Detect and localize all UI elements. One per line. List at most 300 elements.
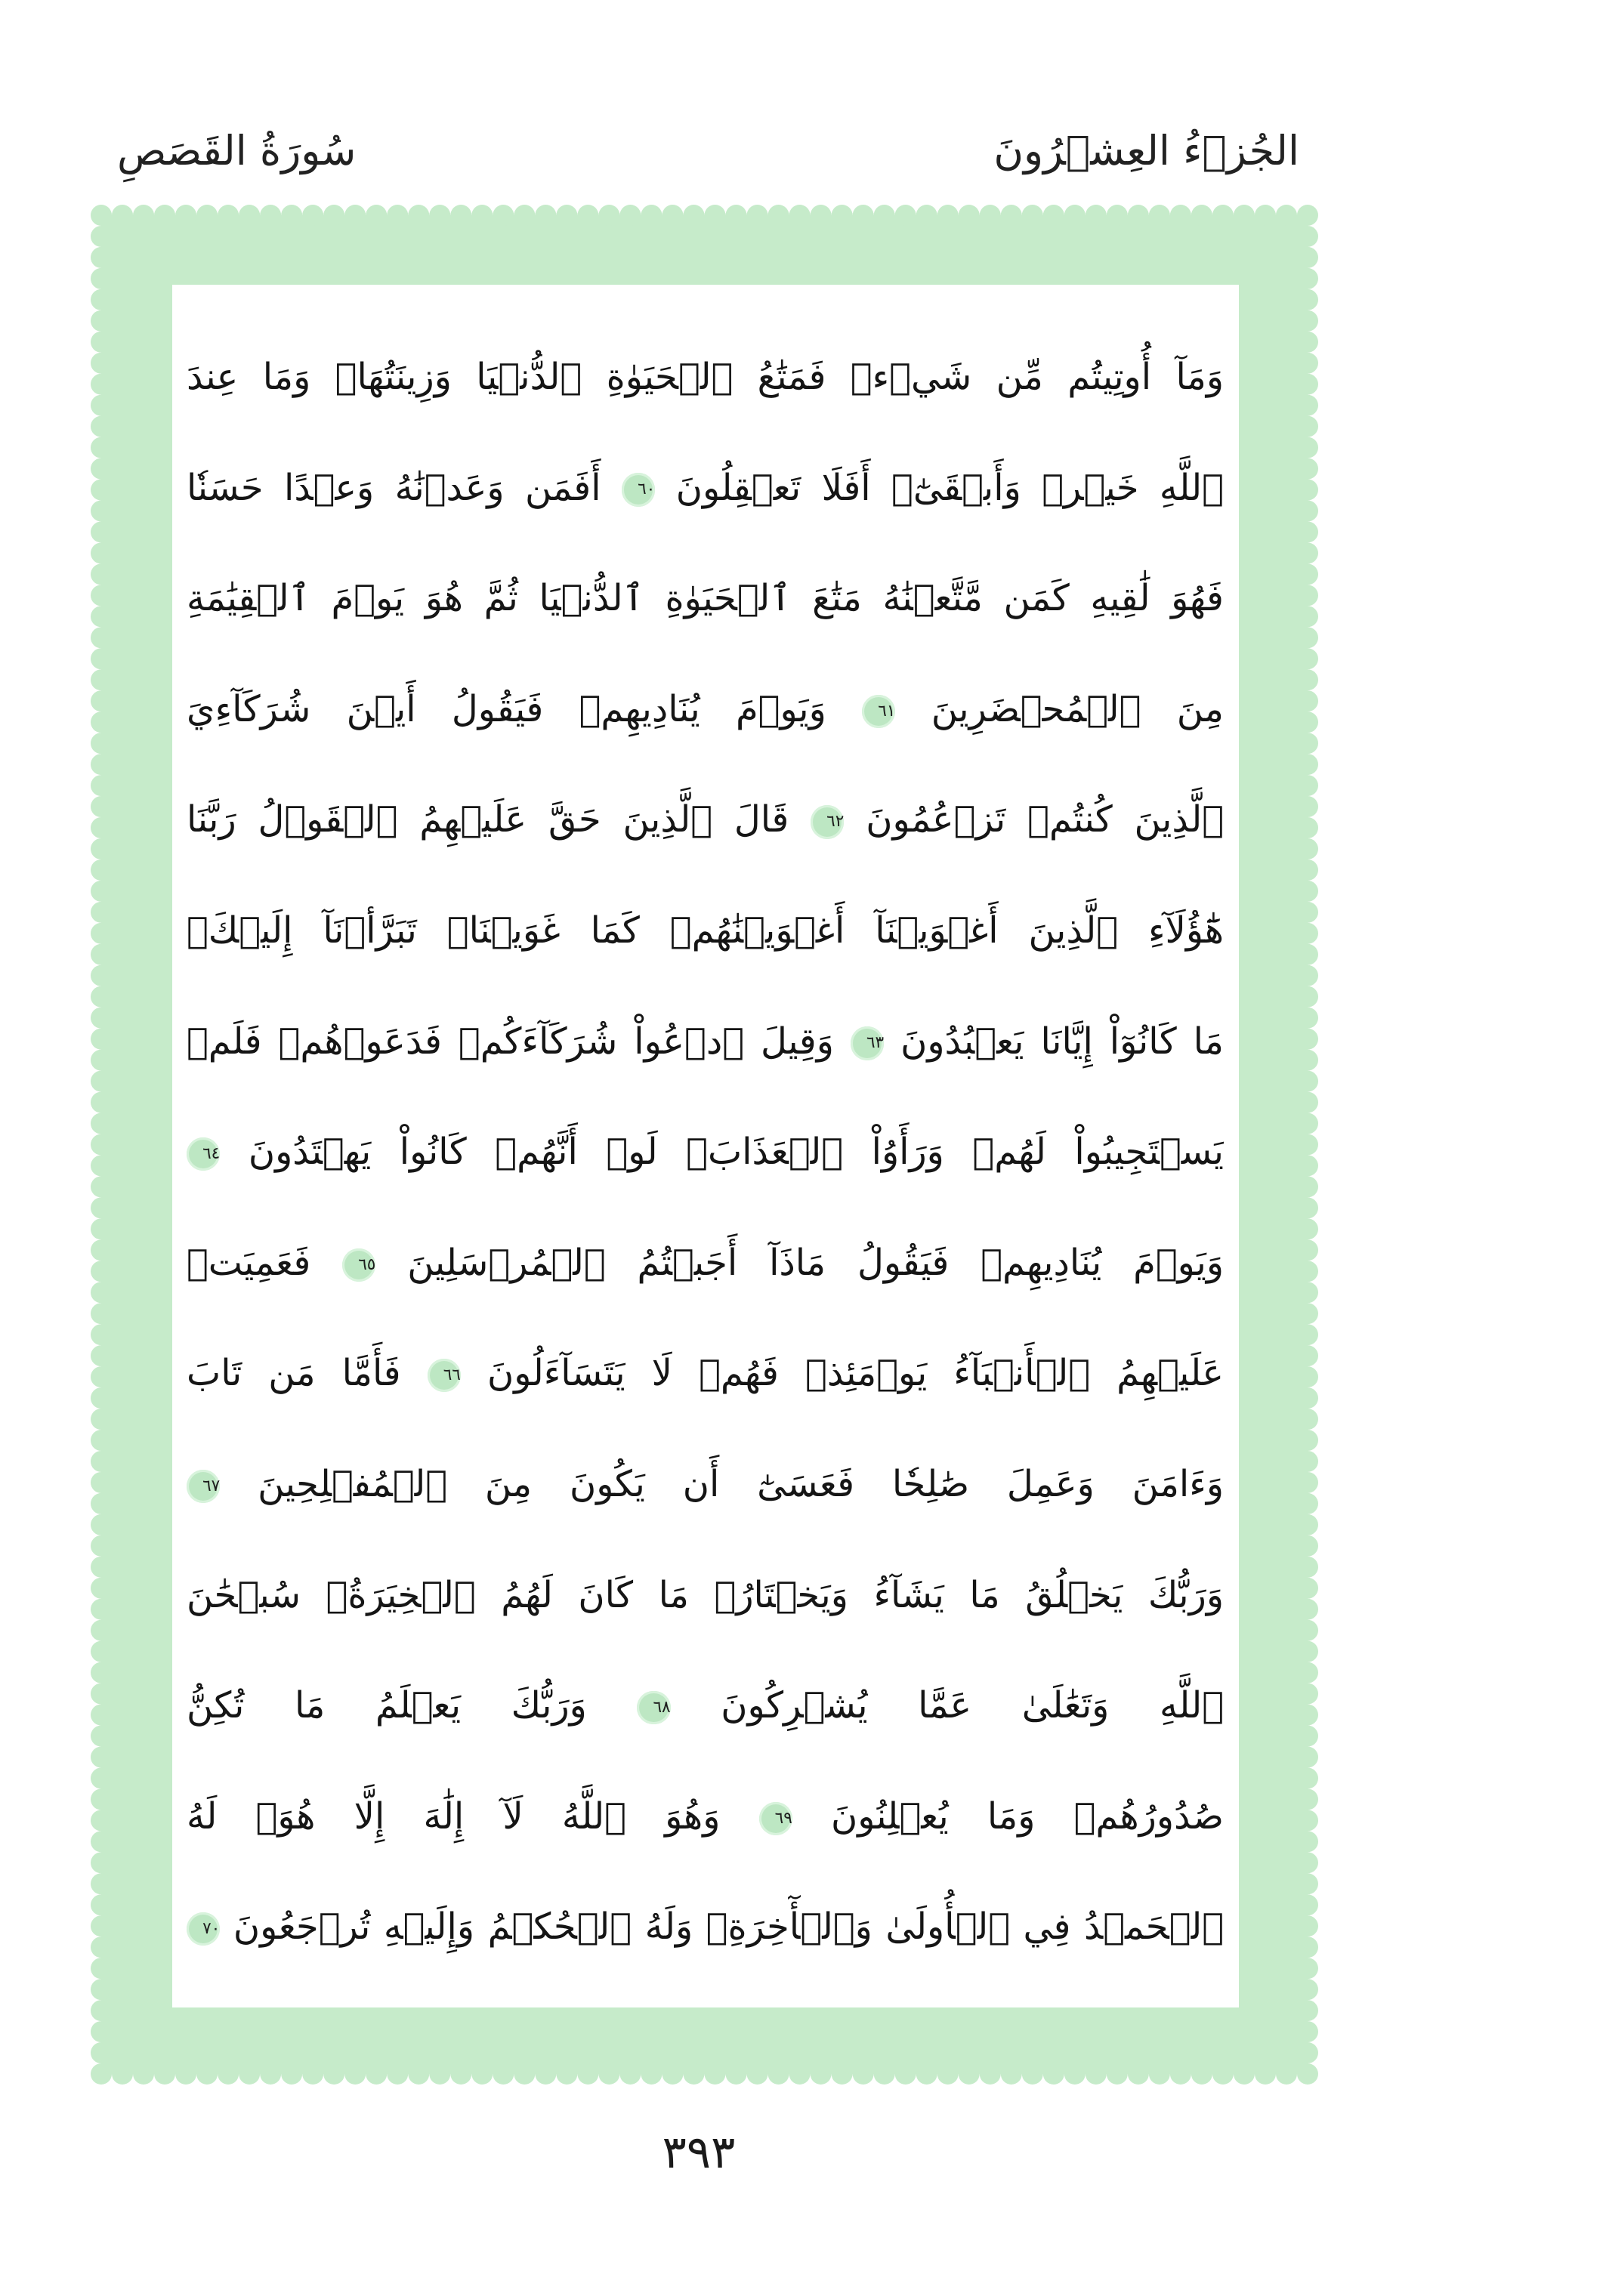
frame-scallop [91,332,112,353]
frame-scallop [1297,1979,1318,2000]
frame-scallop [175,205,196,226]
verse-text: ٱلۡحَمۡدُ فِي ٱلۡأُولَىٰ وَٱلۡأٓخِرَةِۖ وَلَهُ ٱلۡحُكۡمُ وَإِلَيۡهِ تُرۡجَعُونَ [233,1906,1224,1949]
frame-scallop [1128,2063,1149,2085]
frame-scallop [1297,1535,1318,1557]
frame-scallop [91,1936,112,1958]
frame-scallop [1297,881,1318,902]
frame-scallop [91,1979,112,2000]
frame-scallop [1297,733,1318,754]
frame-scallop [1297,775,1318,796]
frame-scallop [91,1071,112,1092]
verse-text: وَمَآ أُوتِيتُم مِّن شَيۡءٖ فَمَتَٰعُ ٱلۡحَيَوٰةِ ٱلدُّنۡيَا وَزِينَتُهَاۚ وَمَا عِندَ [187,356,1224,398]
frame-scallop [1149,205,1170,226]
frame-scallop [1297,374,1318,395]
frame-scallop [344,2063,366,2085]
frame-scallop [662,2063,683,2085]
ayah-number-marker: ٦٤ [187,1137,220,1171]
frame-scallop [91,1345,112,1366]
frame-scallop [1297,1155,1318,1176]
frame-scallop [1297,310,1318,332]
frame-scallop [260,2063,281,2085]
frame-scallop [1297,1387,1318,1409]
ayah-number-marker: ٦٩ [759,1802,792,1835]
frame-scallop [1297,1303,1318,1324]
frame-scallop [1297,2021,1318,2042]
ayah-number-marker: ٦١ [862,695,895,728]
frame-scallop [91,1683,112,1705]
frame-scallop [239,2063,260,2085]
frame-scallop [1191,2063,1212,2085]
frame-scallop [91,374,112,395]
text-line [187,875,1224,986]
frame-scallop [91,501,112,522]
frame-scallop [1297,1599,1318,1620]
text-line [187,1318,1224,1429]
frame-scallop [683,2063,704,2085]
frame-scallop [1297,859,1318,881]
frame-scallop [1297,1641,1318,1662]
frame-scallop [91,733,112,754]
frame-scallop [91,1831,112,1852]
frame-scallop [408,205,429,226]
frame-scallop [91,817,112,838]
frame-scallop [1234,205,1255,226]
frame-scallop [1297,1430,1318,1451]
frame-scallop [535,205,556,226]
ayah-number-marker: ٦٨ [637,1691,670,1724]
frame-scallop [1149,2063,1170,2085]
frame-scallop [91,1008,112,1029]
frame-scallop [1297,1134,1318,1156]
frame-scallop [91,563,112,585]
frame-scallop [1297,711,1318,733]
frame-scallop [1170,2063,1191,2085]
frame-scallop [91,1092,112,1113]
frame-scallop [598,2063,619,2085]
frame-scallop [91,585,112,606]
frame-scallop [91,289,112,310]
verse-text: قَالَ ٱلَّذِينَ حَقَّ عَلَيۡهِمُ ٱلۡقَوۡلُ رَبَّنَا [187,798,789,841]
text-line [187,1097,1224,1208]
frame-scallop [91,627,112,648]
frame-scallop [874,205,895,226]
frame-scallop [1297,247,1318,268]
frame-scallop [1297,1218,1318,1239]
frame-scallop [91,1218,112,1239]
frame-scallop [1297,1620,1318,1641]
frame-scallop [577,205,598,226]
frame-scallop [91,859,112,881]
text-line [187,1429,1224,1540]
text-line [187,1761,1224,1872]
frame-scallop [1297,923,1318,944]
frame-scallop [916,2063,937,2085]
frame-scallop [895,2063,916,2085]
frame-scallop [91,1641,112,1662]
frame-scallop [91,310,112,332]
frame-scallop [408,2063,429,2085]
frame-scallop [1297,1831,1318,1852]
text-line [187,654,1224,765]
verse-text: ٱللَّهِ خَيۡرٞ وَأَبۡقَىٰٓۚ أَفَلَا تَعۡقِلُونَ [675,466,1224,509]
frame-scallop [1276,205,1297,226]
frame-scallop [91,1303,112,1324]
frame-scallop [641,205,662,226]
ayah-number-marker: ٦٥ [342,1248,375,1282]
verse-text: أَفَمَن وَعَدۡنَٰهُ وَعۡدًا حَسَنٗا [187,466,601,509]
frame-scallop [133,205,154,226]
verse-text: وَرَبُّكَ يَخۡلُقُ مَا يَشَآءُ وَيَخۡتَارُۗ مَا كَانَ لَهُمُ ٱلۡخِيَرَةُۚ سُبۡحَٰنَ [187,1573,1224,1616]
verse-text: ٱلَّذِينَ كُنتُمۡ تَزۡعُمُونَ [866,798,1224,841]
juz-title: الجُزۡءُ العِشۡرُونَ [993,127,1299,174]
frame-scallop [91,416,112,437]
frame-scallop [1297,986,1318,1008]
frame-scallop [302,205,323,226]
frame-scallop [1297,353,1318,374]
frame-scallop [726,2063,747,2085]
text-line [187,986,1224,1097]
frame-scallop [556,205,577,226]
frame-scallop [1297,627,1318,648]
text-line [187,1540,1224,1651]
frame-scallop [1297,796,1318,817]
frame-scallop [1297,563,1318,585]
frame-scallop [91,1747,112,1768]
verse-text: ٱللَّهِ وَتَعَٰلَىٰ عَمَّا يُشۡرِكُونَ [721,1684,1224,1727]
frame-scallop [1297,1958,1318,1979]
frame-scallop [1297,1345,1318,1366]
frame-scallop [1297,1239,1318,1261]
frame-scallop [429,205,450,226]
frame-scallop [1297,585,1318,606]
frame-scallop [154,2063,175,2085]
frame-scallop [91,1557,112,1578]
frame-scallop [1086,205,1107,226]
frame-scallop [91,1409,112,1430]
frame-scallop [1297,1514,1318,1535]
frame-scallop [91,1493,112,1514]
frame-scallop [1297,1472,1318,1493]
frame-scallop [112,2063,133,2085]
frame-scallop [535,2063,556,2085]
frame-scallop [1297,416,1318,437]
frame-scallop [91,986,112,1008]
frame-scallop [1297,1366,1318,1387]
ayah-number-marker: ٦٧ [187,1470,220,1503]
frame-scallop [91,881,112,902]
frame-scallop [302,2063,323,2085]
frame-scallop [91,1620,112,1641]
frame-scallop [196,205,218,226]
page-number: ٣٩٣ [662,2126,736,2179]
frame-scallop [91,268,112,289]
frame-scallop [1297,1810,1318,1831]
frame-scallop [91,1134,112,1156]
ayah-number-marker: ٦٢ [811,805,844,838]
frame-scallop [959,2063,980,2085]
frame-scallop [1297,1747,1318,1768]
frame-scallop [1297,1873,1318,1894]
frame-scallop [91,480,112,501]
verse-text: مَا كَانُوٓاْ إِيَّانَا يَعۡبُدُونَ [900,1020,1224,1063]
frame-scallop [112,205,133,226]
frame-scallop [91,205,112,226]
frame-scallop [91,521,112,542]
frame-scallop [1297,1071,1318,1092]
frame-scallop [980,2063,1001,2085]
frame-scallop [1128,205,1149,226]
frame-scallop [91,1197,112,1218]
frame-scallop [832,2063,853,2085]
frame-scallop [323,205,344,226]
frame-scallop [1064,205,1086,226]
frame-scallop [1297,1578,1318,1599]
frame-scallop [1297,332,1318,353]
frame-scallop [1107,2063,1128,2085]
frame-scallop [91,1705,112,1726]
verse-text: وَءَامَنَ وَعَمِلَ صَٰلِحٗا فَعَسَىٰٓ أَن يَكُونَ مِنَ ٱلۡمُفۡلِحِينَ [258,1462,1224,1505]
frame-scallop [91,1894,112,1915]
frame-scallop [832,205,853,226]
frame-scallop [1297,1726,1318,1747]
verse-text: يَسۡتَجِيبُواْ لَهُمۡ وَرَأَوُاْ ٱلۡعَذَابَۚ لَوۡ أَنَّهُمۡ كَانُواْ يَهۡتَدُونَ [248,1131,1224,1174]
frame-scallop [1297,521,1318,542]
frame-scallop [1297,1788,1318,1810]
verse-text: وَرَبُّكَ يَعۡلَمُ مَا تُكِنُّ [187,1684,587,1727]
frame-scallop [1297,1894,1318,1915]
frame-scallop [91,648,112,669]
frame-scallop [662,205,683,226]
frame-scallop [91,711,112,733]
frame-scallop [344,205,366,226]
frame-scallop [471,2063,493,2085]
frame-scallop [1276,2063,1297,2085]
frame-scallop [1022,205,1043,226]
frame-scallop [91,2021,112,2042]
frame-scallop [1297,501,1318,522]
ayah-number-marker: ٧٠ [187,1912,220,1946]
frame-scallop [1297,1261,1318,1282]
frame-scallop [91,1430,112,1451]
verse-text: وَيَوۡمَ يُنَادِيهِمۡ فَيَقُولُ مَاذَآ أَجَبۡتُمُ ٱلۡمُرۡسَلِينَ [407,1241,1224,1284]
frame-scallop [196,2063,218,2085]
frame-scallop [91,1915,112,1936]
frame-scallop [1064,2063,1086,2085]
frame-scallop [705,2063,726,2085]
frame-scallop [1297,690,1318,711]
frame-scallop [91,1726,112,1747]
frame-scallop [91,606,112,627]
verse-text: وَقِيلَ ٱدۡعُواْ شُرَكَآءَكُمۡ فَدَعَوۡهُمۡ فَلَمۡ [187,1020,834,1063]
frame-scallop [91,1282,112,1303]
frame-scallop [705,205,726,226]
frame-scallop [218,2063,239,2085]
frame-scallop [91,1873,112,1894]
frame-scallop [91,1852,112,1873]
frame-scallop [366,2063,387,2085]
frame-scallop [1297,542,1318,563]
frame-scallop [91,1366,112,1387]
frame-scallop [91,542,112,563]
frame-scallop [91,2000,112,2021]
verse-text: فَأَمَّا مَن تَابَ [187,1352,401,1395]
frame-scallop [1297,1197,1318,1218]
frame-scallop [281,2063,302,2085]
frame-scallop [1297,1029,1318,1050]
ayah-number-marker: ٦٦ [428,1359,461,1392]
verse-text: هَٰٓؤُلَآءِ ٱلَّذِينَ أَغۡوَيۡنَآ أَغۡوَيۡنَٰهُمۡ كَمَا غَوَيۡنَاۖ تَبَرَّأۡنَآ إِلَيۡكَۖ [187,909,1224,952]
frame-scallop [91,1599,112,1620]
frame-scallop [91,1387,112,1409]
frame-scallop [1043,205,1064,226]
frame-scallop [1297,1705,1318,1726]
frame-scallop [726,205,747,226]
frame-scallop [1297,480,1318,501]
verse-lines [187,322,1224,1983]
frame-scallop [747,2063,768,2085]
frame-scallop [175,2063,196,2085]
frame-scallop [1297,1092,1318,1113]
frame-scallop [1297,1662,1318,1683]
frame-scallop [853,2063,874,2085]
frame-scallop [916,205,937,226]
frame-scallop [641,2063,662,2085]
frame-scallop [1107,205,1128,226]
frame-scallop [91,1261,112,1282]
frame-scallop [450,2063,471,2085]
frame-scallop [91,796,112,817]
frame-scallop [1297,648,1318,669]
frame-scallop [91,965,112,986]
frame-scallop [1297,1176,1318,1197]
frame-scallop [514,205,535,226]
frame-scallop [768,2063,789,2085]
text-line [187,543,1224,654]
frame-scallop [1297,902,1318,923]
frame-scallop [91,902,112,923]
verse-text: عَلَيۡهِمُ ٱلۡأَنۢبَآءُ يَوۡمَئِذٖ فَهُمۡ لَا يَتَسَآءَلُونَ [487,1352,1224,1395]
frame-scallop [1212,205,1234,226]
frame-scallop [91,2042,112,2063]
frame-scallop [91,458,112,480]
text-line [187,1208,1224,1319]
frame-scallop [747,205,768,226]
frame-scallop [323,2063,344,2085]
frame-scallop [91,1578,112,1599]
frame-scallop [1001,205,1022,226]
frame-scallop [1297,2042,1318,2063]
frame-scallop [91,1535,112,1557]
frame-scallop [1297,1683,1318,1705]
frame-scallop [556,2063,577,2085]
frame-scallop [91,1176,112,1197]
verse-text: وَهُوَ ٱللَّهُ لَآ إِلَٰهَ إِلَّا هُوَۖ لَهُ [187,1795,721,1838]
frame-scallop [91,754,112,775]
frame-scallop [1297,669,1318,690]
frame-scallop [281,205,302,226]
frame-scallop [1297,437,1318,458]
frame-scallop [493,2063,514,2085]
frame-scallop [91,1514,112,1535]
frame-scallop [91,247,112,268]
frame-scallop [874,2063,895,2085]
frame-scallop [91,1767,112,1788]
frame-scallop [91,1810,112,1831]
text-line [187,322,1224,433]
frame-scallop [91,1788,112,1810]
frame-scallop [789,2063,811,2085]
frame-scallop [1297,1936,1318,1958]
frame-scallop [1297,268,1318,289]
frame-scallop [471,205,493,226]
frame-scallop [1297,458,1318,480]
frame-scallop [91,690,112,711]
frame-scallop [1297,226,1318,247]
frame-scallop [366,205,387,226]
frame-scallop [811,205,832,226]
text-line [187,764,1224,875]
ayah-number-marker: ٦٣ [851,1026,884,1060]
frame-scallop [1297,1050,1318,1071]
frame-scallop [1297,395,1318,416]
verse-text: فَهُوَ لَٰقِيهِ كَمَن مَّتَّعۡنَٰهُ مَتَٰعَ ٱلۡحَيَوٰةِ ٱلدُّنۡيَا ثُمَّ هُوَ يَوۡمَ ٱلۡقِيَٰمَةِ [187,577,1224,620]
frame-scallop [1297,1557,1318,1578]
frame-scallop [1297,1282,1318,1303]
frame-scallop [853,205,874,226]
frame-scallop [1086,2063,1107,2085]
frame-scallop [91,2063,112,2085]
frame-scallop [1255,205,1276,226]
frame-scallop [91,1958,112,1979]
frame-scallop [1297,1852,1318,1873]
frame-scallop [91,1662,112,1683]
frame-scallop [619,2063,641,2085]
frame-scallop [91,353,112,374]
frame-scallop [1297,1409,1318,1430]
frame-scallop [91,923,112,944]
frame-scallop [91,1451,112,1472]
frame-scallop [91,1050,112,1071]
frame-scallop [1234,2063,1255,2085]
frame-scallop [91,669,112,690]
frame-scallop [239,205,260,226]
frame-scallop [91,944,112,965]
frame-scallop [91,1029,112,1050]
frame-scallop [493,205,514,226]
frame-scallop [91,437,112,458]
frame-scallop [91,838,112,859]
text-line [187,433,1224,544]
frame-scallop [577,2063,598,2085]
frame-scallop [1297,754,1318,775]
text-line [187,1650,1224,1761]
frame-scallop [1297,1113,1318,1134]
frame-scallop [1212,2063,1234,2085]
frame-scallop [1297,205,1318,226]
frame-scallop [1297,606,1318,627]
frame-scallop [1170,205,1191,226]
frame-scallop [91,395,112,416]
frame-scallop [218,205,239,226]
frame-scallop [91,1239,112,1261]
frame-scallop [619,205,641,226]
frame-scallop [1297,838,1318,859]
frame-scallop [789,205,811,226]
frame-scallop [91,226,112,247]
frame-scallop [1297,1493,1318,1514]
frame-scallop [154,205,175,226]
frame-scallop [387,205,408,226]
